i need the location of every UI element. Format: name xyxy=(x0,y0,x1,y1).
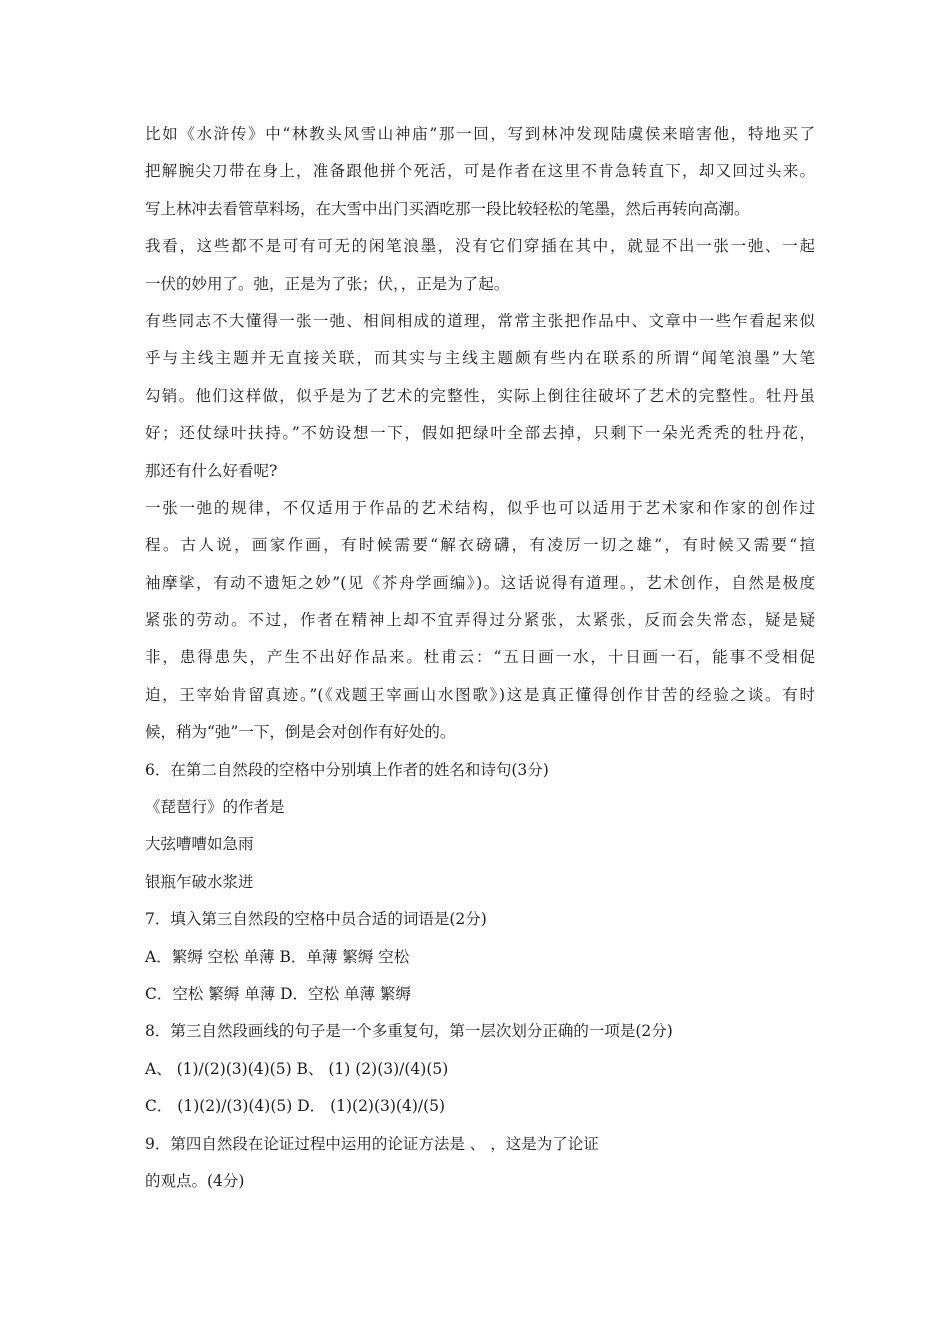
question-8-options: A、 (1)/(2)(3)(4)(5) B、 (1) (2)(3)/(4)(5) xyxy=(145,1059,449,1078)
paragraph-2-line: 好；还仗绿叶扶持。”不妨设想一下，假如把绿叶全部去掉，只剩下一朵光秃秃的牡丹花， xyxy=(145,424,815,443)
paragraph-2-line: 有些同志不大懂得一张一弛、相间相成的道理，常常主张把作品中、文章中一些乍看起来似 xyxy=(145,311,815,330)
paragraph-3-line: 非，患得患失，产生不出好作品来。杜甫云：“五日画一水，十日画一石，能事不受相促 xyxy=(145,648,815,667)
paragraph-3-line: 紧张的劳动。不过，作者在精神上却不宜弄得过分紧张，太紧张，反而会失常态，疑是疑 xyxy=(145,611,815,630)
question-9-continued: 的观点。(4分) xyxy=(145,1171,245,1190)
paragraph-3-line: 迫，王宰始肯留真迹。”(《戏题王宰画山水图歌》)这是真正懂得创作甘苦的经验之谈。有时 xyxy=(145,685,815,704)
paragraph-1-line: 写上林冲去看管草料场，在大雪中出门买酒吃那一段比较轻松的笔墨，然后再转向高潮。 xyxy=(145,199,750,218)
question-8-options: C． (1)(2)/(3)(4)(5) D． (1)(2)(3)(4)/(5) xyxy=(145,1097,446,1116)
paragraph-1-line: 我看，这些都不是可有可无的闲笔浪墨，没有它们穿插在其中，就显不出一张一弛、一起 xyxy=(145,237,815,256)
question-7-options: A．繁缛 空松 单薄 B．单薄 繁缛 空松 xyxy=(145,947,410,966)
question-7: 7．填入第三自然段的空格中员合适的词语是(2分) xyxy=(145,910,487,929)
question-7-options: C．空松 繁缛 单薄 D．空松 单薄 繁缛 xyxy=(145,984,411,1003)
paragraph-3-line: 袖摩挲，有动不遗矩之妙”(见《芥舟学画编》)。这话说得有道理。，艺术创作，自然是极度 xyxy=(145,573,815,592)
paragraph-2-line: 勾销。他们这样做，似乎是为了艺术的完整性，实际上倒往往破坏了艺术的完整性。牡丹虽 xyxy=(145,386,815,405)
paragraph-1-line: 把解腕尖刀带在身上，准备跟他拼个死活，可是作者在这里不肯急转直下，却又回过头来。 xyxy=(145,162,815,181)
paragraph-3-line: 程。古人说，画家作画，有时候需要“解衣磅礴，有凌厉一切之雄”，有时候又需要“揎 xyxy=(145,536,815,555)
question-9: 9．第四自然段在论证过程中运用的论证方法是 、 ，这是为了论证 xyxy=(145,1134,599,1153)
paragraph-2-line: 乎与主线主题并无直接关联，而其实与主线主题颇有些内在联系的所谓“闻笔浪墨”大笔 xyxy=(145,349,815,368)
document-body xyxy=(145,122,815,1206)
paragraph-3-line: 候，稍为“弛”一下，倒是会对创作有好处的。 xyxy=(145,723,456,742)
question-6-item: 银瓶乍破水浆迸 xyxy=(145,872,254,891)
question-6: 6．在第二自然段的空格中分别填上作者的姓名和诗句(3分) xyxy=(145,760,549,779)
question-6-item: 《琵琶行》的作者是 xyxy=(145,798,285,817)
paragraph-3-line: 一张一弛的规律，不仅适用于作品的艺术结构，似乎也可以适用于艺术家和作家的创作过 xyxy=(145,498,815,517)
paragraph-2-line: 那还有什么好看呢? xyxy=(145,461,278,480)
question-8: 8．第三自然段画线的句子是一个多重复句，第一层次划分正确的一项是(2分) xyxy=(145,1022,673,1041)
paragraph-1-line: 比如《水浒传》中“林教头风雪山神庙”那一回，写到林冲发现陆虞侯来暗害他，特地买了 xyxy=(145,125,815,143)
question-6-item: 大弦嘈嘈如急雨 xyxy=(145,835,254,854)
paragraph-1-line: 一伏的妙用了。弛，正是为了张；伏，，正是为了起。 xyxy=(145,274,510,293)
